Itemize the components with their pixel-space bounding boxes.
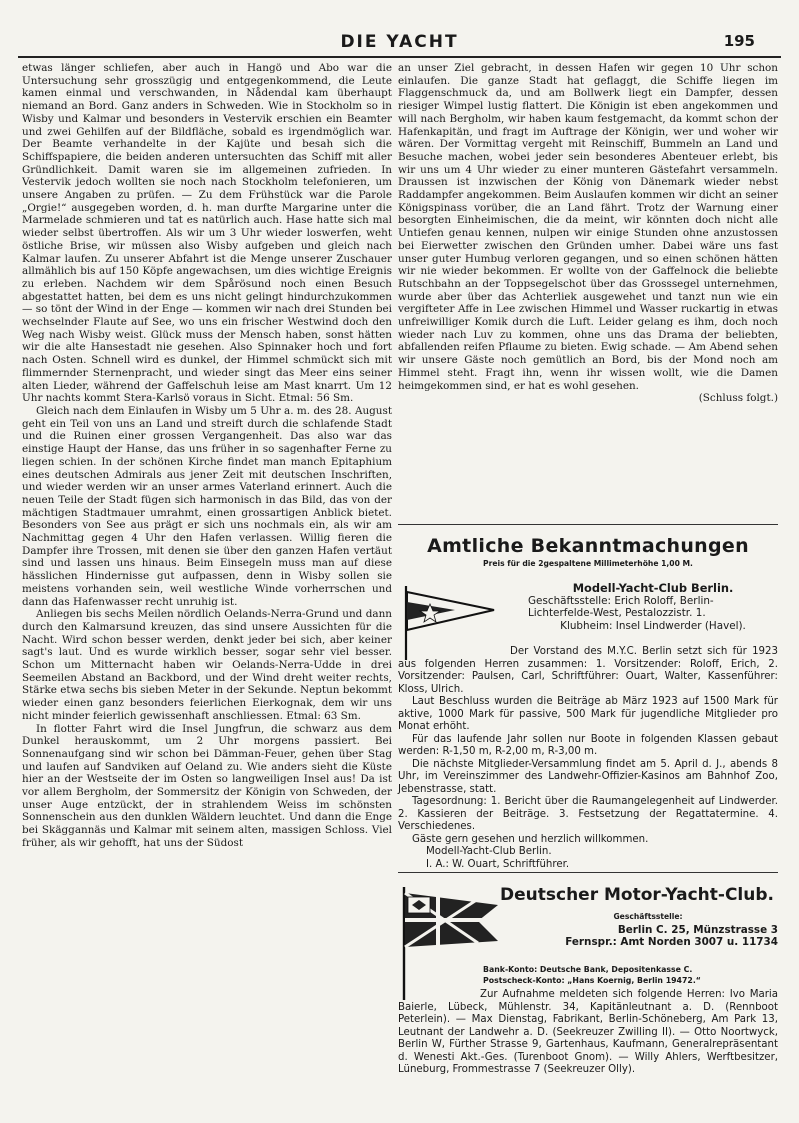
myc-name: Modell-Yacht-Club Berlin. [572,581,734,595]
publication-title: DIE YACHT [340,32,459,52]
myc-paragraph: Für das laufende Jahr sollen nur Boote in folgenden Klassen gebaut werden: R-1,50 m, R-2,00 m, R-3,00 m. [398,733,778,757]
dmyc-members-text: Zur Aufnahme meldeten sich folgende Herren: Ivo Maria Baierle, Lübeck, Mühlenstr. 34, Kapitänleutnant a. D. (Rennboot Peterlein). — Max Dienstag, Fabrikant, Berlin-Schöneberg, Am Park 13, Leutnant der Landwehr a. D. (Seekreuzer Zwilling II). — Otto Noortwyck, Berlin W, Fürther Strasse 9, Gartenhaus, Kaufmann, Generalrepräsentant d. Wenesti Akt.-Ges. (Turenboot Gnom). — Willy Ahlers, Werftbesitzer, Lüneburg, Frommestrasse 7 (Seekreuzer Olly). [398,989,778,1075]
article-right-column [398,62,778,517]
article-signoff: (Schluss folgt.) [698,392,778,405]
dmyc-contact [518,911,778,949]
myc-header [528,582,778,632]
myc-closing: Modell-Yacht-Club Berlin. [426,846,552,857]
dmyc-address: Berlin C. 25, Münzstrasse 3 [617,923,778,936]
page-header [22,30,777,54]
dmyc-body [398,989,778,1077]
myc-paragraph: Gäste gern gesehen und herzlich willkommen. [412,833,649,845]
dmyc-bank [483,965,783,986]
page-number: 195 [723,32,755,50]
notices-section [398,535,778,870]
myc-office: Geschäftsstelle: Erich Roloff, Berlin-Lichterfelde-West, Pestalozzistr. 1. [528,594,714,620]
article-paragraph: an unser Ziel gebracht, in dessen Hafen wir gegen 10 Uhr schon einlaufen. Die ganze Stadt hat geflaggt, die Schiffe liegen im Flaggenschmuck da, und am Bollwerk liegt ein Dampfer, dessen riesiger Wimpel lustig flattert. Die Königin ist eben angekommen und will nach Bergholm, wir haben kaum festgemacht, da kommt schon der Hafenkapitän, und fragt im Auftrage der Königin, wer und woher wir wären. Der Vormittag vergeht mit Reinschiff, Bummeln an Land und Besuche machen, wobei jeder sein besonderes Abenteuer erlebt, bis wir uns um 4 Uhr wieder zu einer munteren Gästefahrt versammeln. Draussen ist inzwischen der König von Dänemark wieder nebst Raddampfer angekommen. Beim Auslaufen kommen wir dicht an seiner Königspinass vorüber, die an Land fährt. Trotz der Warnung einer besorgten Einheimischen, die da meint, wir könnten doch nicht alle Untiefen genau kennen, nulpen wir einige Stunden ohne anzustossen bei Eierwetter zwischen den Gründen umher. Dabei wäre uns fast unser guter Humbug verloren gegangen, und so einen schönen hätten wir nie wieder bekommen. Er wollte von der Gaffelnock die beliebte Rutschbahn an der Toppsegelschot über das Grosssegel unternehmen, wurde aber über das Achterliek ausgewehet und tanzt nun wie ein vergifteter Affe in Lee zwischen Himmel und Wasser ruckartig in etwas unfreiwilliger Komik durch die Luft. Leider gelang es ihm, doch noch wieder nach Luv zu kommen, ohne uns das Drama der beliebten, abfallenden reifen Pflaume zu bieten. Ewig schade. — Am Abend sehen wir unsere Gäste noch gemütlich an Bord, bis der Mond noch am Himmel steht. Fragt ihn, wenn ihr wissen wollt, wie die Damen heimgekommen sind, er hat es wohl gesehen. [398,62,778,392]
article-paragraph: etwas länger schliefen, aber auch in Hangö und Abo war die Untersuchung sehr grosszügig und entgegenkommend, die Leute kamen einmal und verschwanden, in Nådendal kam überhaupt niemand an Bord. Ganz anders in Schweden. Wie in Stockholm so in Wisby und Kalmar und besonders in Vestervik erschien ein Beamter und zwei Gehilfen auf der Bildfläche, sobald es irgendmöglich war. Der Beamte verhandelte in der Kajüte und besah sich die Schiffspapiere, die beiden anderen untersuchten das Schiff mit aller Gründlichkeit. Damit waren sie im allgemeinen zufrieden. In Vestervik jedoch wollten sie noch nach Stockholm telefonieren, um unsere Angaben zu prüfen. — Zu dem Frühstück war die Parole „Orgie!“ ausgegeben worden, d. h. man durfte Margarine unter die Marmelade schmieren und tat es natürlich auch. Hase hatte sich mal wieder selbst übertroffen. Als wir um 3 Uhr wieder loswerfen, weht östliche Brise, wir müssen also Wisby aufgeben und gleich nach Kalmar laufen. Zu unserer Abfahrt ist die Menge unserer Zuschauer allmählich bis auf 150 Köpfe angewachsen, um dies wichtige Ereignis zu erleben. Nachdem wir dem Spårösund noch einen Besuch abgestattet hatten, bei dem es uns nicht gelingt hindurchzukommen — so tönt der Wind in der Enge — kommen wir nach drei Stunden bei wechselnder Flaute auf See, wo uns ein frischer Westwind doch den Weg nach Wisby weist. Glück muss der Mensch haben, sonst hätten wir die alte Hansestadt nie gesehen. Also Spinnaker hoch und fort nach Osten. Schnell wird es dunkel, der Himmel schmückt sich mit flimmernder Sternenpracht, und wieder singt das Meer eins seiner alten Lieder, während der Gaffelschuh leise am Mast knarrt. Um 12 Uhr nachts kommt Stera-Karlsö voraus in Sicht. Etmal: 56 Sm. [22,62,392,405]
notices-title: Amtliche Bekanntmachungen [427,535,749,557]
section-divider [398,524,778,525]
dmyc-name: Deutscher Motor-Yacht-Club. [500,885,774,905]
article-paragraph: In flotter Fahrt wird die Insel Jungfrun, die schwarz aus dem Dunkel herauskommt, um 2 Uhr morgens passiert. Bei Sonnenaufgang sind wir schon bei Dämman-Feuer, gehen über Stag und laufen auf Sandviken auf Oeland zu. Wie anders sieht die Küste hier an der Westseite der im Osten so langweiligen Insel aus! Da ist vor allem Bergholm, der Sommersitz der Königin von Schweden, der unser Auge entzückt, der in strahlendem Weiss im schönsten Sonnenschein aus den dunklen Wäldern leuchtet. Und dann die Enge bei Skäggannäs und Kalmar mit seinem alten, massigen Schloss. Viel früher, als wir gehofft, hat uns der Südost [22,722,392,849]
myc-paragraph: Die nächste Mitglieder-Versammlung findet am 5. April d. J., abends 8 Uhr, im Vereinszimmer des Landwehr-Offizier-Kasinos am Bahnhof Zoo, Jebenstrasse, statt. [398,758,778,795]
section-divider [398,872,778,873]
dmyc-bank-account: Bank-Konto: Deutsche Bank, Depositenkasse C. [483,965,693,974]
myc-paragraph: Tagesordnung: 1. Bericht über die Raumangelegenheit auf Lindwerder. 2. Kassieren der Beiträge. 3. Festsetzung der Regattatermine. 4. Verschiedenes. [398,796,778,832]
header-rule [18,56,781,58]
dmyc-phone: Fernspr.: Amt Norden 3007 u. 11734 [565,936,778,949]
dmyc-office-label: Geschäftsstelle: [613,912,683,921]
myc-clubhouse: Klubheim: Insel Lindwerder (Havel). [560,619,746,632]
article-paragraph: Anliegen bis sechs Meilen nördlich Oelands-Nerra-Grund und dann durch den Kalmarsund kreuzen, das sind unsere Aussichten für die Nacht. Wird schon besser werden, denkt jeder bei sich, aber keiner sagt's laut. Und es wurde wirklich besser, sogar sehr viel besser. Schon um Mitternacht haben wir Oelands-Nerra-Udde in drei Seemeilen Abstand an Backbord, und der Wind dreht weiter rechts, Stärke etwa sechs bis sieben Meter in der Sekunde. Neptun bekommt wieder einen ganz besonders feierlichen Eierkognak, dem wir uns nicht minder feierlich gewissenhaft anschliessen. Etmal: 63 Sm. [22,608,392,722]
article-paragraph: Gleich nach dem Einlaufen in Wisby um 5 Uhr a. m. des 28. August geht ein Teil von uns an Land und streift durch die schlafende Stadt und die Ruinen einer grossen Vergangenheit. Das also war das einstige Haupt der Hanse, das uns früher in so sagenhafter Ferne zu liegen schien. In der schönen Kirche findet man manch Epitaphium eines deutschen Admirals aus jener Zeit mit deutschen Inschriften, und wieder werden wir an unser armes Vaterland erinnert. Auch die neuen Teile der Stadt fügen sich harmonisch in das Bild, das von der mächtigen Stadtmauer umrahmt, einen grossartigen Anblick bietet. Besonders von See aus prägt er sich uns nochmals ein, als wir am Nachmittag gegen 4 Uhr den Hafen verlassen. Willig fieren die Dampfer ihre Trossen, mit denen sie über den ganzen Hafen vertäut sind und lassen uns hinaus. Beim Einsegeln muss man auf diese hässlichen Hindernisse gut aufpassen, denn in Wisby sollen sie meistens vorhanden sein, weil westliche Winde vorherrschen und dann das Hafenwasser recht unruhig ist. [22,404,392,608]
myc-body [398,646,778,871]
myc-paragraph: Laut Beschluss wurden die Beiträge ab März 1923 auf 1500 Mark für aktive, 1000 Mark für passive, 500 Mark für jugendliche Mitglieder pro Monat erhöht. [398,696,778,732]
myc-signature: I. A.: W. Ouart, Schriftführer. [426,858,570,870]
dmyc-postal-account: Postscheck-Konto: „Hans Koernig, Berlin 19472.“ [483,975,701,985]
myc-notice [398,581,778,870]
myc-paragraph: Der Vorstand des M.Y.C. Berlin setzt sich für 1923 aus folgenden Herren zusammen: 1. Vorsitzender: Roloff, Erich, 2. Vorsitzender: Paulsen, Carl, Schriftführer: Ouart, Walter, Kassenführer: Kloss, Ulrich. [398,646,778,695]
notices-subtitle: Preis für die 2gespaltene Millimeterhöhe 1,00 M. [483,559,693,568]
article-left-column [22,62,392,1112]
